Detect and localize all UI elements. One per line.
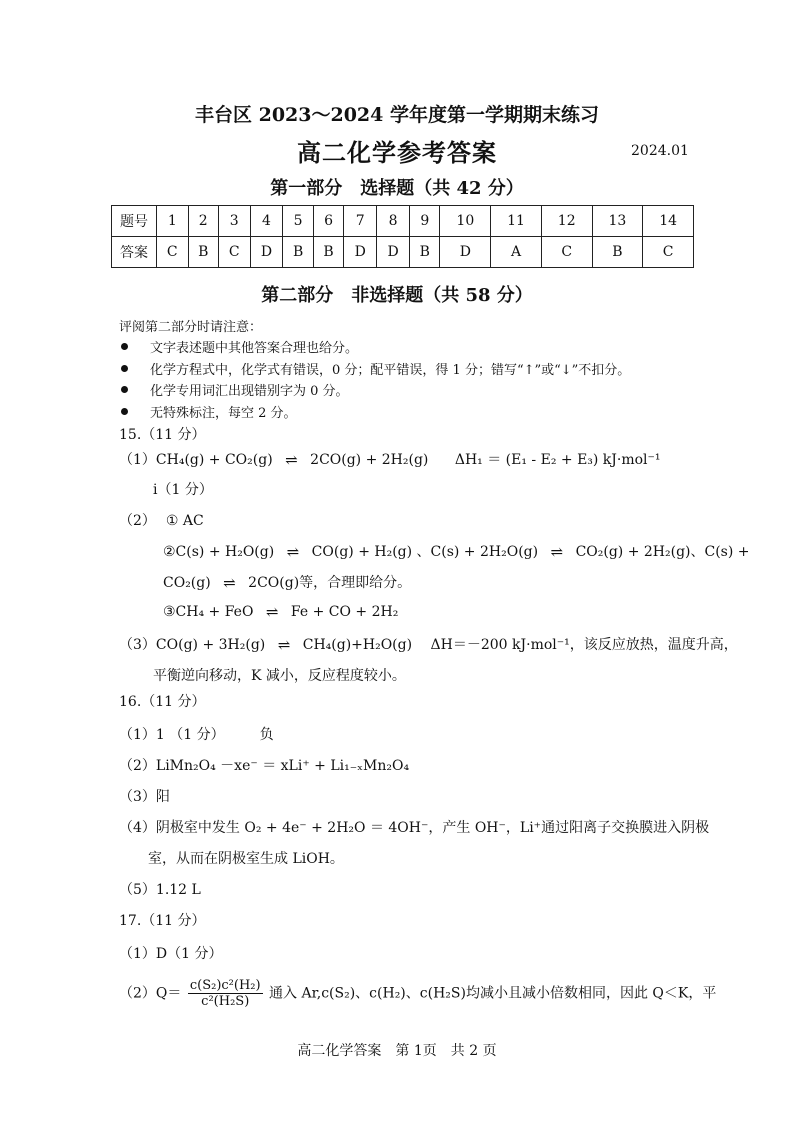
- question-number: 4: [250, 206, 283, 237]
- question-number: 3: [218, 206, 250, 237]
- answer-cell: C: [157, 237, 189, 268]
- q17-part1: （1）D（1 分）: [119, 946, 223, 962]
- answer-cell: B: [410, 237, 440, 268]
- reversible-arrow-icon: ⇌: [286, 543, 300, 561]
- section-heading-part1: 第一部分 选择题（共 42 分）: [270, 178, 524, 199]
- section-heading-part2: 第二部分 非选择题（共 58 分）: [261, 285, 533, 306]
- note-item: 化学专用词汇出现错别字为 0 分。: [121, 380, 349, 399]
- question-15-heading: 15.（11 分）: [119, 427, 206, 443]
- q15-part1-answer: i（1 分）: [153, 482, 213, 498]
- bullet-icon: [121, 365, 128, 372]
- answer-cell: B: [283, 237, 313, 268]
- row-label-answers: 答案: [112, 237, 157, 268]
- question-number: 9: [410, 206, 440, 237]
- answer-cell: A: [491, 237, 542, 268]
- q17-part2: （2）Q＝ $\frac{\text{c(S₂)c²(H₂)}}{\text{c²(H₂S)}}$ 通入 Ar,c(S₂)、c(H₂)、c(H₂S)均减小且减小倍数相同，因此 Q＜K，平: [119, 978, 717, 1009]
- exam-title: 丰台区 2023～2024 学年度第一学期期末练习: [195, 104, 599, 126]
- note-item: 文字表述题中其他答案合理也给分。: [121, 337, 358, 356]
- question-number: 8: [377, 206, 410, 237]
- q15-part3: （3）CO(g) + 3H₂(g) ⇌ CH₄(g)+H₂O(g) ΔH＝－200 kJ·mol⁻¹，该反应放热，温度升高，: [119, 636, 738, 654]
- q15-part2-c: ③CH₄ + FeO ⇌ Fe + CO + 2H₂: [163, 603, 399, 621]
- reversible-arrow-icon: ⇌: [550, 543, 564, 561]
- q15-part1-equation: （1）CH₄(g) + CO₂(g) ⇌ 2CO(g) + 2H₂(g) ΔH₁ ＝ (E₁ - E₂ + E₃) kJ·mol⁻¹: [119, 451, 661, 469]
- fraction-expression: $\frac{\text{c(S₂)c²(H₂)}}{\text{c²(H₂S)}}$: [189, 978, 261, 1009]
- question-number: 11: [491, 206, 542, 237]
- answer-cell: C: [643, 237, 694, 268]
- q16-part4: （4）阴极室中发生 O₂ + 4e⁻ + 2H₂O ＝ 4OH⁻，产生 OH⁻，Li⁺通过阳离子交换膜进入阴极: [119, 820, 710, 836]
- reversible-arrow-icon: ⇌: [223, 574, 236, 592]
- answer-table: [111, 205, 694, 268]
- answer-cell: C: [541, 237, 592, 268]
- question-number: 13: [592, 206, 643, 237]
- question-17-heading: 17.（11 分）: [119, 913, 206, 929]
- question-number: 6: [313, 206, 343, 237]
- q15-part2-a: （2） ① AC: [119, 513, 204, 529]
- answer-cell: B: [592, 237, 643, 268]
- q15-part3-cont: 平衡逆向移动，K 减小，反应程度较小。: [153, 668, 406, 684]
- q16-part1: （1）1 （1 分） 负: [119, 727, 274, 743]
- exam-date: 2024.01: [631, 143, 689, 159]
- q15-part2-b: ②C(s) + H₂O(g) ⇌ CO(g) + H₂(g) 、C(s) + 2H₂O(g) ⇌ CO₂(g) + 2H₂(g)、C(s) +: [163, 543, 750, 561]
- question-number: 7: [344, 206, 377, 237]
- table-row-answers: [112, 237, 694, 268]
- q16-part5: （5）1.12 L: [119, 882, 201, 898]
- bullet-icon: [121, 408, 128, 415]
- bullet-icon: [121, 386, 128, 393]
- reversible-arrow-icon: ⇌: [265, 603, 279, 621]
- answer-cell: D: [344, 237, 377, 268]
- answer-cell: B: [313, 237, 343, 268]
- page-footer: 高二化学答案 第 1页 共 2 页: [297, 1043, 497, 1059]
- answer-cell: B: [188, 237, 218, 268]
- question-number: 5: [283, 206, 313, 237]
- reversible-arrow-icon: ⇌: [277, 636, 291, 654]
- question-16-heading: 16.（11 分）: [119, 694, 206, 710]
- question-number: 2: [188, 206, 218, 237]
- q16-part2: （2）LiMn₂O₄ －xe⁻ ＝ xLi⁺ + Li₁₋ₓMn₂O₄: [119, 758, 410, 774]
- answer-cell: C: [218, 237, 250, 268]
- question-number: 12: [541, 206, 592, 237]
- reversible-arrow-icon: ⇌: [285, 451, 298, 469]
- question-number: 14: [643, 206, 694, 237]
- page-title: 高二化学参考答案: [297, 138, 497, 167]
- answer-cell: D: [377, 237, 410, 268]
- q15-part2-b-cont: CO₂(g) ⇌ 2CO(g)等，合理即给分。: [163, 574, 412, 592]
- table-row-numbers: [112, 206, 694, 237]
- answer-cell: D: [440, 237, 491, 268]
- row-label-numbers: 题号: [112, 206, 157, 237]
- notes-heading: 评阅第二部分时请注意：: [119, 320, 263, 335]
- question-number: 1: [157, 206, 189, 237]
- bullet-icon: [121, 343, 128, 350]
- question-number: 10: [440, 206, 491, 237]
- q16-part3: （3）阳: [119, 789, 170, 805]
- answer-cell: D: [250, 237, 283, 268]
- note-item: 无特殊标注，每空 2 分。: [121, 402, 297, 421]
- note-item: 化学方程式中，化学式有错误，0 分；配平错误，得 1 分；错写“↑”或“↓”不扣分。: [121, 359, 630, 378]
- q16-part4-cont: 室，从而在阴极室生成 LiOH。: [148, 851, 344, 867]
